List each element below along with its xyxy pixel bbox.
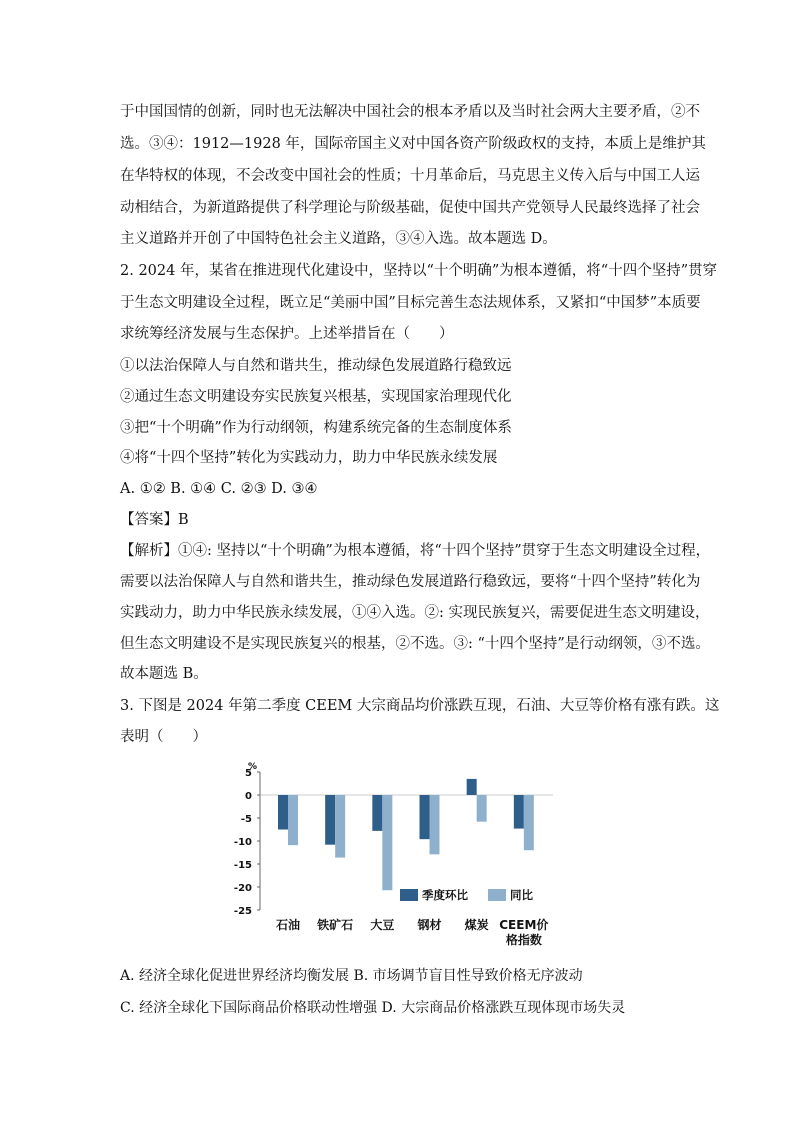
text-line: 于生态文明建设全过程，既立足“美丽中国”目标完善生态法规体系，又紧扣“中国梦”本质要: [120, 295, 701, 311]
text-line: 主义道路并开创了中国特色社会主义道路，③④入选。故本题选 D。: [120, 231, 557, 247]
text-line: 选。③④：1912—1928 年，国际帝国主义对中国各资产阶级政权的支持，本质上是维护其: [120, 136, 706, 152]
bar-qoq: [514, 795, 524, 829]
x-category-label: 钢材: [417, 918, 442, 932]
legend-label: 同比: [510, 888, 533, 902]
legend-swatch: [400, 889, 418, 901]
x-category-label: 大豆: [370, 918, 395, 932]
text-line: 需要以法治保障人与自然和谐共生，推动绿色发展道路行稳致远，要将“十四个坚持”转化为: [120, 574, 701, 590]
text-line: 【答案】B: [120, 512, 189, 528]
bar-yoy: [524, 795, 534, 850]
legend-label: 季度环比: [422, 888, 468, 902]
x-category-label: 煤炭: [464, 918, 489, 932]
bar-yoy: [288, 795, 298, 845]
x-category-label: 铁矿石: [317, 918, 354, 932]
price-change-bar-chart: [228, 758, 558, 953]
bar-qoq: [325, 795, 335, 845]
bar-yoy: [382, 795, 392, 890]
x-category-label: 石油: [275, 918, 301, 932]
text-line: 求统筹经济发展与生态保护。上述举措旨在（ ）: [120, 326, 454, 342]
text-line: ④将“十四个坚持”转化为实践动力，助力中华民族永续发展: [120, 450, 498, 466]
bar-qoq: [420, 795, 430, 839]
text-line: C. 经济全球化下国际商品价格联动性增强 D. 大宗商品价格涨跌互现体现市场失灵: [120, 1000, 626, 1016]
text-line: 3. 下图是 2024 年第二季度 CEEM 大宗商品均价涨跌互现，石油、大豆等价格有涨有跌。这: [120, 698, 720, 714]
text-line: A. 经济全球化促进世界经济均衡发展 B. 市场调节盲目性导致价格无序波动: [120, 968, 583, 984]
text-line: 表明（ ）: [120, 729, 207, 745]
y-tick-label: -5: [240, 814, 252, 825]
text-line: 动相结合，为新道路提供了科学理论与阶级基础，促使中国共产党领导人民最终选择了社会: [120, 200, 700, 216]
bar-qoq: [467, 779, 477, 795]
bar-yoy: [477, 795, 487, 822]
text-line: 在华特权的体现，不会改变中国社会的性质；十月革命后，马克思主义传入后与中国工人运: [120, 168, 700, 184]
bar-yoy: [430, 795, 440, 854]
legend-swatch: [488, 889, 506, 901]
bar-qoq: [278, 795, 288, 830]
text-line: ②通过生态文明建设夯实民族复兴根基，实现国家治理现代化: [120, 389, 512, 405]
y-tick-label: -15: [233, 860, 252, 871]
y-tick-label: 0: [245, 791, 252, 802]
text-line: 故本题选 B。: [120, 666, 208, 682]
text-line: 2. 2024 年，某省在推进现代化建设中，坚持以“十个明确”为根本遵循，将“十四个坚持”贯穿: [120, 263, 718, 279]
bar-yoy: [335, 795, 345, 858]
y-tick-label: -10: [233, 837, 252, 848]
y-tick-label: -20: [233, 883, 252, 894]
text-line: 于中国国情的创新，同时也无法解决中国社会的根本矛盾以及当时社会两大主要矛盾，②不: [120, 104, 700, 120]
x-category-label: 格指数: [505, 933, 542, 947]
text-line: 【解析】①④: 坚持以“十个明确”为根本遵循，将“十四个坚持”贯穿于生态文明建设全过程，: [120, 543, 711, 559]
text-line: A. ①② B. ①④ C. ②③ D. ③④: [120, 481, 318, 497]
text-line: 但生态文明建设不是实现民族复兴的根基，②不选。③: “十四个坚持”是行动纲领，③不选。: [120, 636, 710, 652]
y-tick-label: -25: [233, 906, 252, 917]
x-category-label: CEEM价: [499, 918, 549, 932]
text-line: ①以法治保障人与自然和谐共生，推动绿色发展道路行稳致远: [120, 358, 512, 374]
text-line: ③把“十个明确”作为行动纲领，构建系统完备的生态制度体系: [120, 420, 512, 436]
bar-qoq: [372, 795, 382, 831]
text-line: 实践动力，助力中华民族永续发展，①④入选。②: 实现民族复兴，需要促进生态文明建设，: [120, 605, 710, 621]
y-tick-label: 5: [245, 768, 252, 779]
y-unit-label: %: [248, 762, 258, 772]
